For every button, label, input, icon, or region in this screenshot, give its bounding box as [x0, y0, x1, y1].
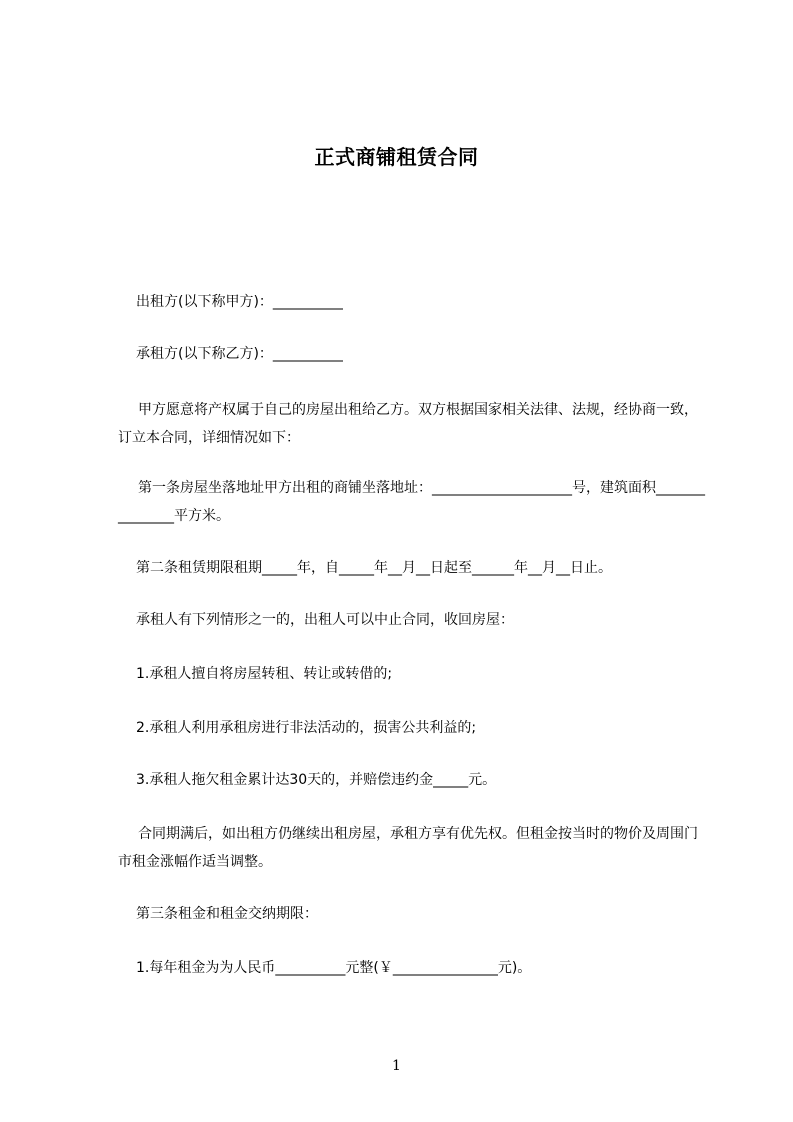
condition-item-3: 3.承租人拖欠租金累计达30天的，并赔偿违约金_____元。	[136, 772, 497, 788]
lessee-line: 承租方(以下称乙方)：__________	[136, 346, 343, 362]
termination-conditions: 承租人有下列情形之一的，出租人可以中止合同，收回房屋：	[136, 612, 514, 628]
intro-paragraph: 甲方愿意将产权属于自己的房屋出租给乙方。双方根据国家相关法律、法规，经协商一致，订立本合同，详细情况如下：	[118, 402, 698, 446]
article-1-location: 第一条房屋坐落地址甲方出租的商铺坐落地址：____________________号，建筑面积_______________平方米。	[118, 480, 705, 524]
page-number: 1	[392, 1058, 401, 1074]
renewal-paragraph: 合同期满后，如出租方仍继续出租房屋，承租方享有优先权。但租金按当时的物价及周围门市租金涨幅作适当调整。	[118, 826, 698, 870]
document-title: 正式商铺租赁合同	[314, 145, 479, 169]
rent-item-1: 1.每年租金为为人民币__________元整(￥_______________元)。	[136, 960, 532, 976]
article-2-term: 第二条租赁期限租期_____年，自_____年__月__日起至______年__月__日止。	[136, 560, 612, 576]
lessor-line: 出租方(以下称甲方)：__________	[136, 294, 343, 310]
article-3-rent: 第三条租金和租金交纳期限：	[136, 906, 318, 922]
condition-item-1: 1.承租人擅自将房屋转租、转让或转借的;	[136, 666, 393, 682]
condition-item-2: 2.承租人利用承租房进行非法活动的，损害公共利益的;	[136, 720, 477, 736]
